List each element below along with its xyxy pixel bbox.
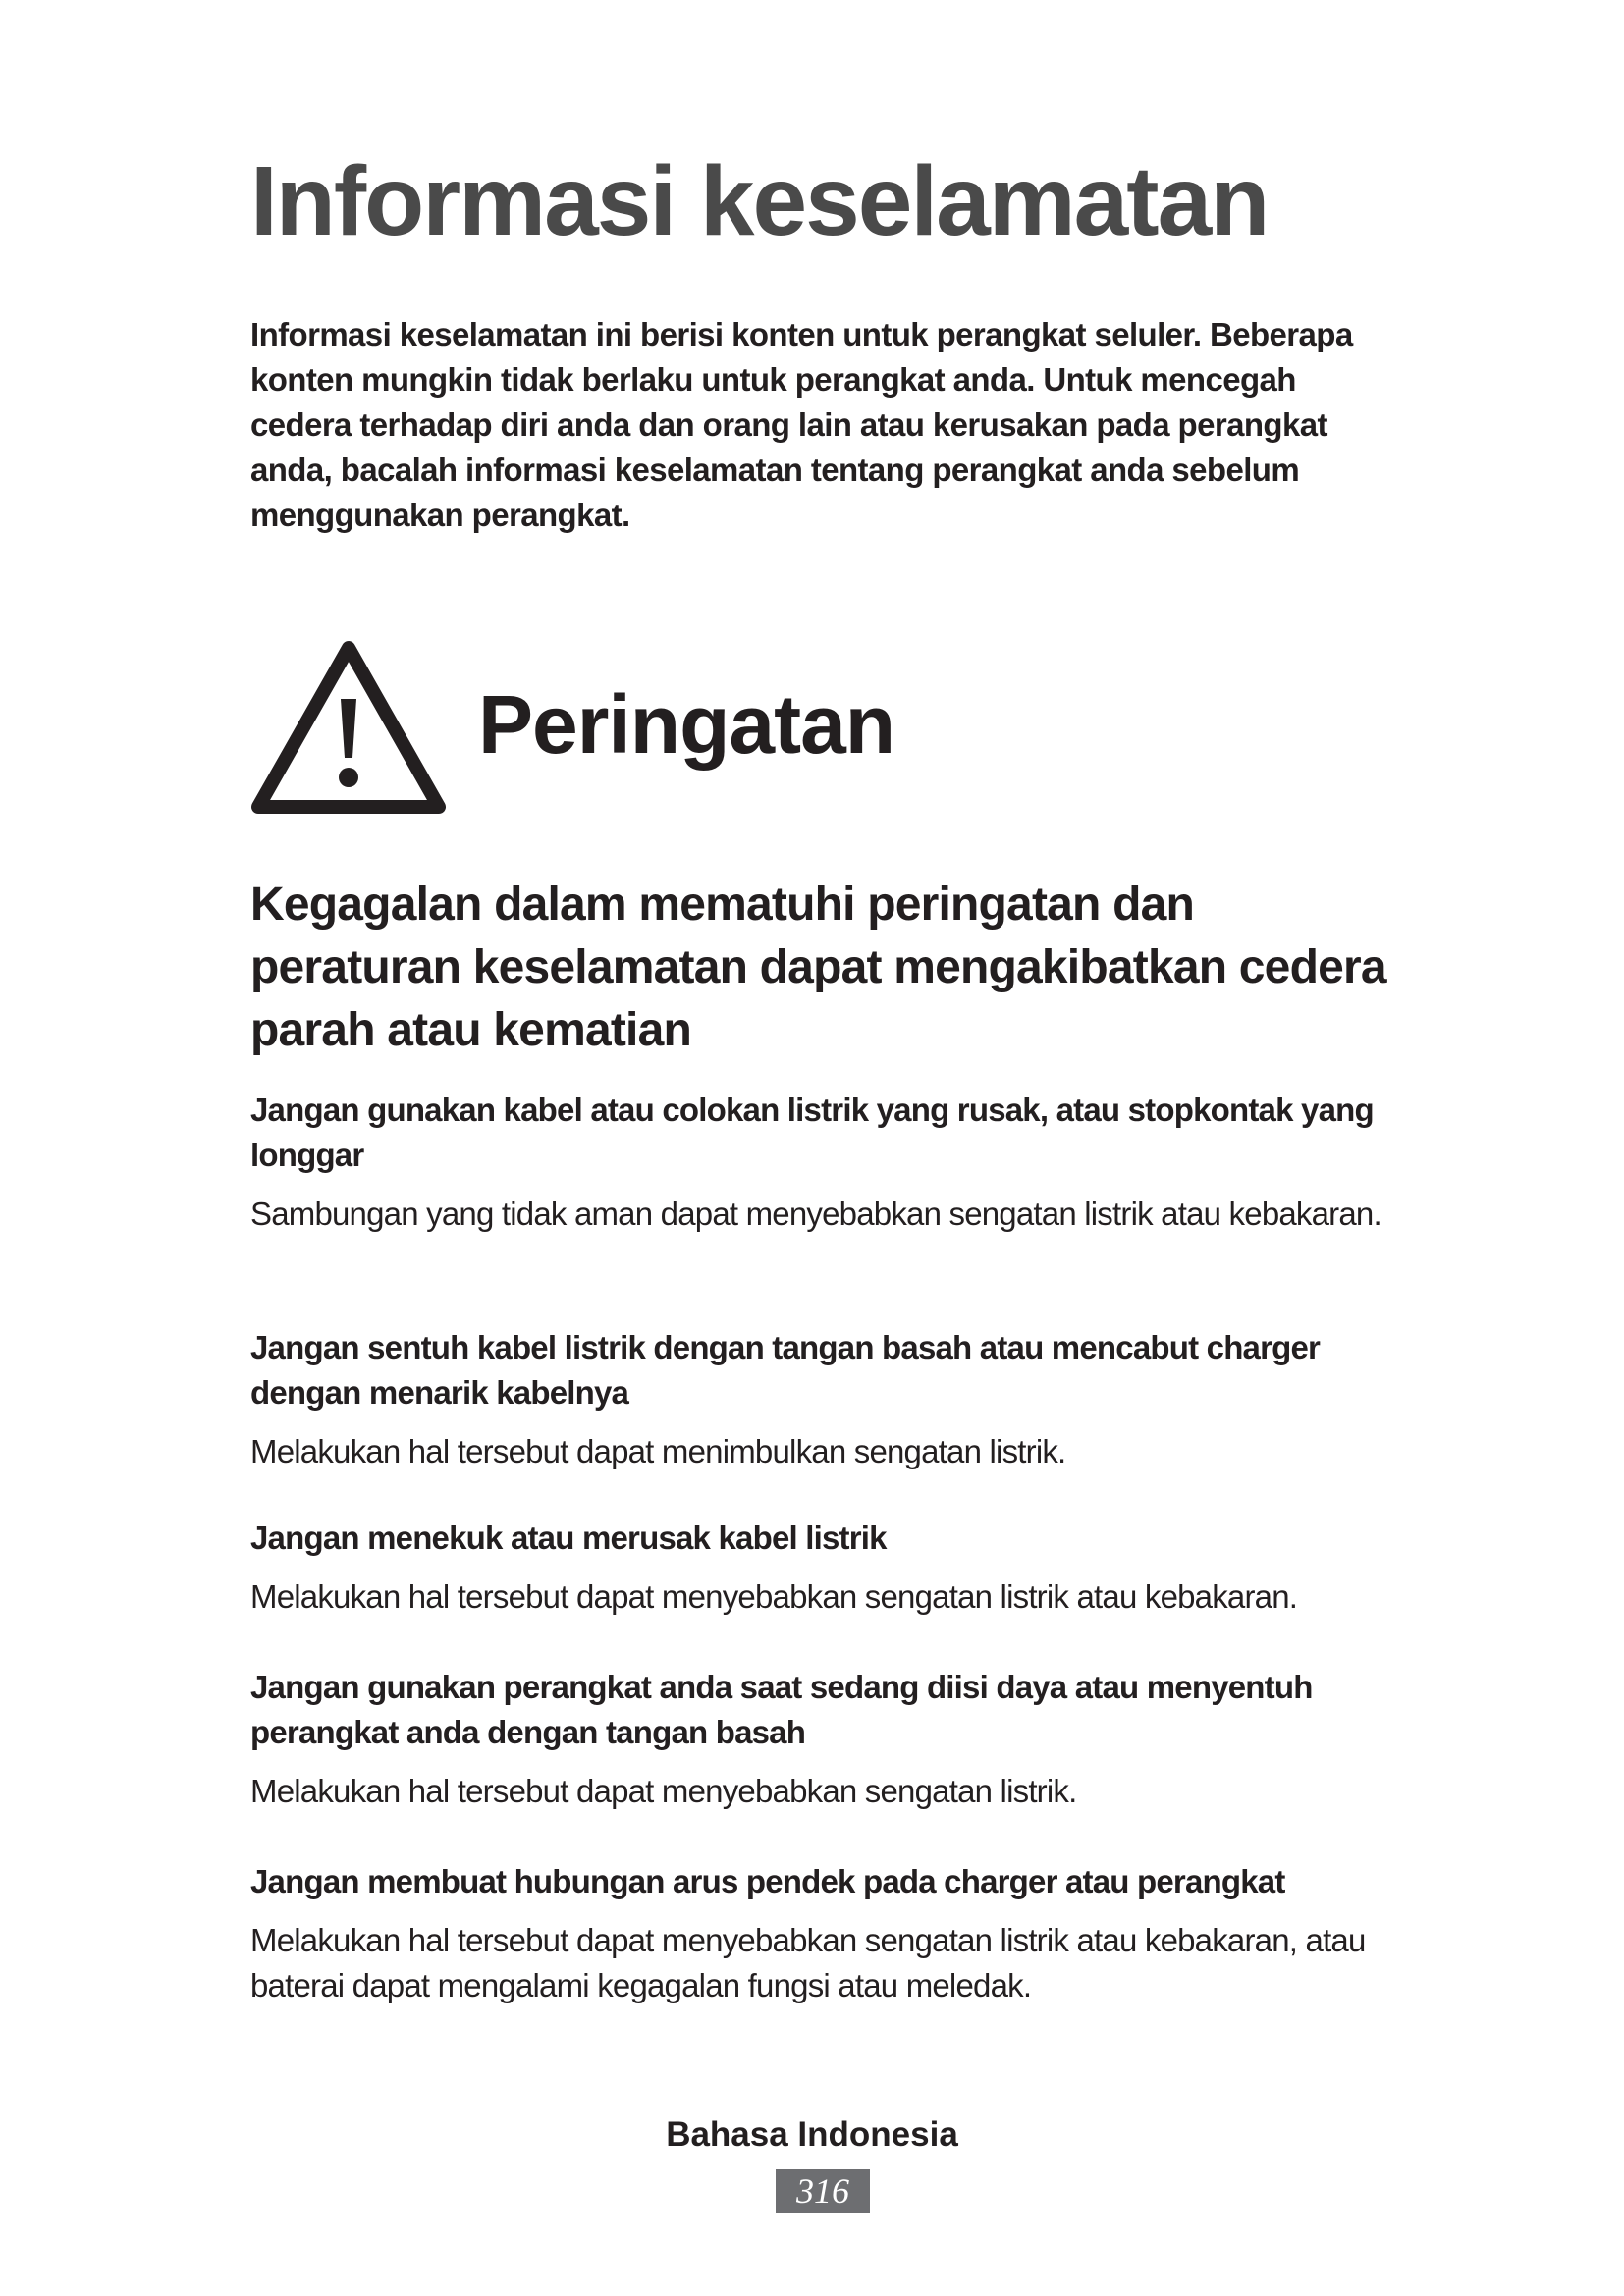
safety-item: [250, 1665, 1389, 1814]
safety-item-body: Melakukan hal tersebut dapat menyebabkan sengatan listrik atau kebakaran, atau baterai dapat mengalami kegagalan fungsi atau meledak.: [250, 1922, 1366, 2003]
safety-item-body: Melakukan hal tersebut dapat menyebabkan sengatan listrik.: [250, 1773, 1077, 1809]
safety-item: [250, 1859, 1389, 2008]
safety-item-title: Jangan gunakan kabel atau colokan listrik yang rusak, atau stopkontak yang longgar: [250, 1092, 1374, 1173]
footer-language: Bahasa Indonesia: [666, 2115, 958, 2154]
safety-item-body: Melakukan hal tersebut dapat menimbulkan sengatan listrik.: [250, 1433, 1066, 1469]
intro-paragraph: Informasi keselamatan ini berisi konten untuk perangkat seluler. Beberapa konten mungkin tidak berlaku untuk perangkat anda. Untuk mencegah cedera terhadap diri anda dan orang lain atau kerusakan pada perangkat anda, bacalah informasi keselamatan tentang perangkat anda sebelum menggunakan perangkat.: [250, 316, 1353, 533]
safety-item-title: Jangan sentuh kabel listrik dengan tangan basah atau mencabut charger dengan menarik kabelnya: [250, 1329, 1321, 1411]
safety-item-title: Jangan menekuk atau merusak kabel listrik: [250, 1520, 887, 1556]
warning-title: Peringatan: [478, 678, 895, 771]
safety-item-body: Sambungan yang tidak aman dapat menyebabkan sengatan listrik atau kebakaran.: [250, 1196, 1381, 1232]
safety-item-title: Jangan membuat hubungan arus pendek pada charger atau perangkat: [250, 1863, 1285, 1899]
section-heading: Kegagalan dalam mematuhi peringatan dan peraturan keselamatan dapat mengakibatkan cedera parah atau kematian: [250, 879, 1386, 1056]
safety-item: [250, 1088, 1389, 1237]
safety-item: [250, 1325, 1389, 1474]
warning-header: [250, 638, 1389, 825]
warning-triangle-icon: [250, 638, 447, 817]
page-title: Informasi keselamatan: [250, 146, 1269, 256]
safety-item: [250, 1516, 1389, 1620]
page-number: 316: [776, 2169, 870, 2213]
safety-item-title: Jangan gunakan perangkat anda saat sedang diisi daya atau menyentuh perangkat anda dengan tangan basah: [250, 1669, 1313, 1750]
safety-item-body: Melakukan hal tersebut dapat menyebabkan sengatan listrik atau kebakaran.: [250, 1578, 1298, 1615]
